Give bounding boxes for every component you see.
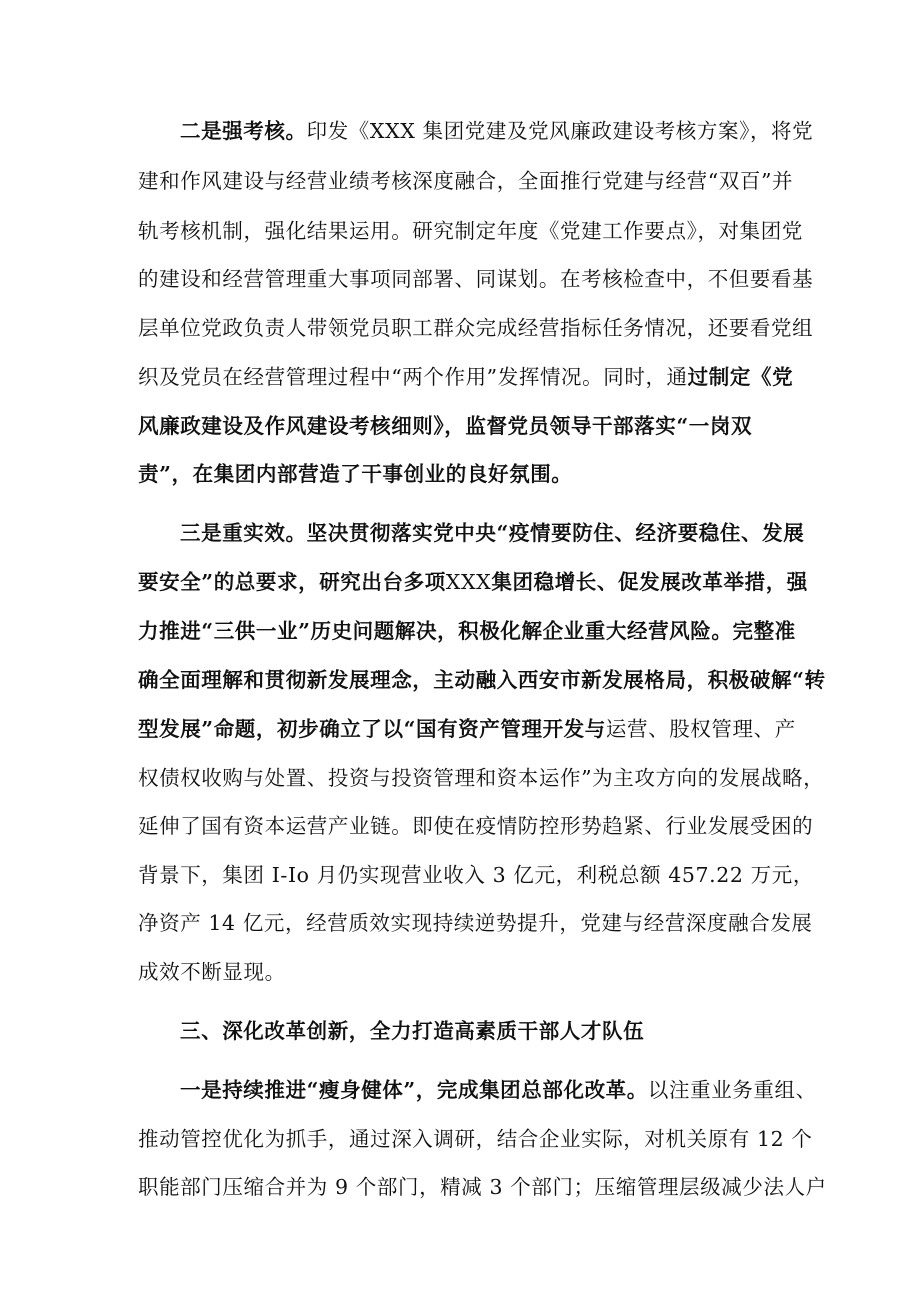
text-run: 职能部门压缩合并为 9 个部门，精减 3 个部门；压缩管理层级减少法人户 bbox=[138, 1175, 827, 1199]
paragraph-line bbox=[138, 716, 796, 742]
paragraph-line bbox=[138, 413, 752, 439]
paragraph-line bbox=[138, 266, 813, 292]
bold-run: 过制定《党 bbox=[687, 365, 794, 389]
paragraph-line bbox=[138, 618, 796, 644]
paragraph-line bbox=[180, 118, 813, 144]
paragraph-line bbox=[138, 959, 286, 985]
bold-run: 力推进“三供一业”历史问题解决，积极化解企业重大经营风险。完整准 bbox=[138, 619, 796, 643]
text-run: 印发《XXX 集团党建及党风廉政建设考核方案》，将党 bbox=[306, 119, 814, 143]
paragraph-line bbox=[138, 910, 813, 936]
bold-run: 集团稳增长、促发展改革举措，强 bbox=[491, 570, 808, 594]
paragraph-line bbox=[138, 364, 793, 390]
bold-run: 风廉政建设及作风建设考核细则》，监督党员领导干部落实“一岗双 bbox=[138, 414, 753, 438]
paragraph-line bbox=[138, 461, 572, 487]
text-run: 延伸了国有资本运营产业链。即使在疫情防控形势趋紧、行业发展受困的 bbox=[138, 814, 814, 838]
paragraph-line bbox=[138, 569, 808, 595]
paragraph-line bbox=[138, 1174, 827, 1200]
bold-run: 型发展”命题，初步确立了以“国有资产管理开发与 bbox=[138, 717, 606, 741]
paragraph-line bbox=[138, 765, 824, 791]
bold-lead: 二是强考核。 bbox=[180, 119, 307, 143]
section-heading: 三、深化改革创新，全力打造高素质干部人才队伍 bbox=[180, 1019, 645, 1043]
text-run: XXX bbox=[445, 570, 492, 594]
paragraph-line bbox=[138, 1126, 813, 1152]
bold-lead: 一是持续推进“瘦身健体”，完成集团总部化改革。 bbox=[180, 1078, 648, 1102]
bold-lead: 三是重实效。坚决贯彻落实党中央“疫情要防住、经济要稳住、发展 bbox=[180, 521, 805, 545]
text-run: 推动管控优化为抓手，通过深入调研，结合企业实际，对机关原有 12 个 bbox=[138, 1127, 813, 1151]
text-run: 成效不断显现。 bbox=[138, 960, 286, 984]
text-run: 净资产 14 亿元，经营质效实现持续逆势提升，党建与经营深度融合发展 bbox=[138, 911, 813, 935]
text-run: 建和作风建设与经营业绩考核深度融合，全面推行党建与经营“双百”并 bbox=[138, 169, 794, 193]
paragraph-line bbox=[180, 1077, 817, 1103]
text-run: 权债权收购与处置、投资与投资管理和资本运作”为主攻方向的发展战略， bbox=[138, 766, 825, 790]
bold-run: 要安全”的总要求，研究出台多项 bbox=[138, 570, 446, 594]
paragraph-line bbox=[138, 315, 813, 341]
paragraph-line bbox=[138, 218, 803, 244]
bold-run: 确全面理解和贯彻新发展理念，主动融入西安市新发展格局，积极破解“转 bbox=[138, 668, 826, 692]
paragraph-line bbox=[138, 168, 793, 194]
paragraph-line bbox=[138, 667, 826, 693]
text-run: 背景下，集团 I-Io 月仍实现营业收入 3 亿元，利税总额 457.22 万元， bbox=[138, 863, 814, 887]
paragraph-line bbox=[138, 813, 813, 839]
paragraph-line bbox=[138, 862, 814, 888]
text-run: 织及党员在经营管理过程中“两个作用”发挥情况。同时，通 bbox=[138, 365, 688, 389]
bold-run: 责”，在集团内部营造了干事创业的良好氛围。 bbox=[138, 462, 573, 486]
paragraph-line bbox=[180, 520, 804, 546]
text-run: 轨考核机制，强化结果运用。研究制定年度《党建工作要点》，对集团党 bbox=[138, 219, 803, 243]
text-run: 运营、股权管理、产 bbox=[605, 717, 796, 741]
text-run: 以注重业务重组、 bbox=[647, 1078, 817, 1102]
text-run: 层单位党政负责人带领党员职工群众完成经营指标任务情况，还要看党组 bbox=[138, 316, 814, 340]
text-run: 的建设和经营管理重大事项同部署、同谋划。在考核检查中，不但要看基 bbox=[138, 267, 814, 291]
